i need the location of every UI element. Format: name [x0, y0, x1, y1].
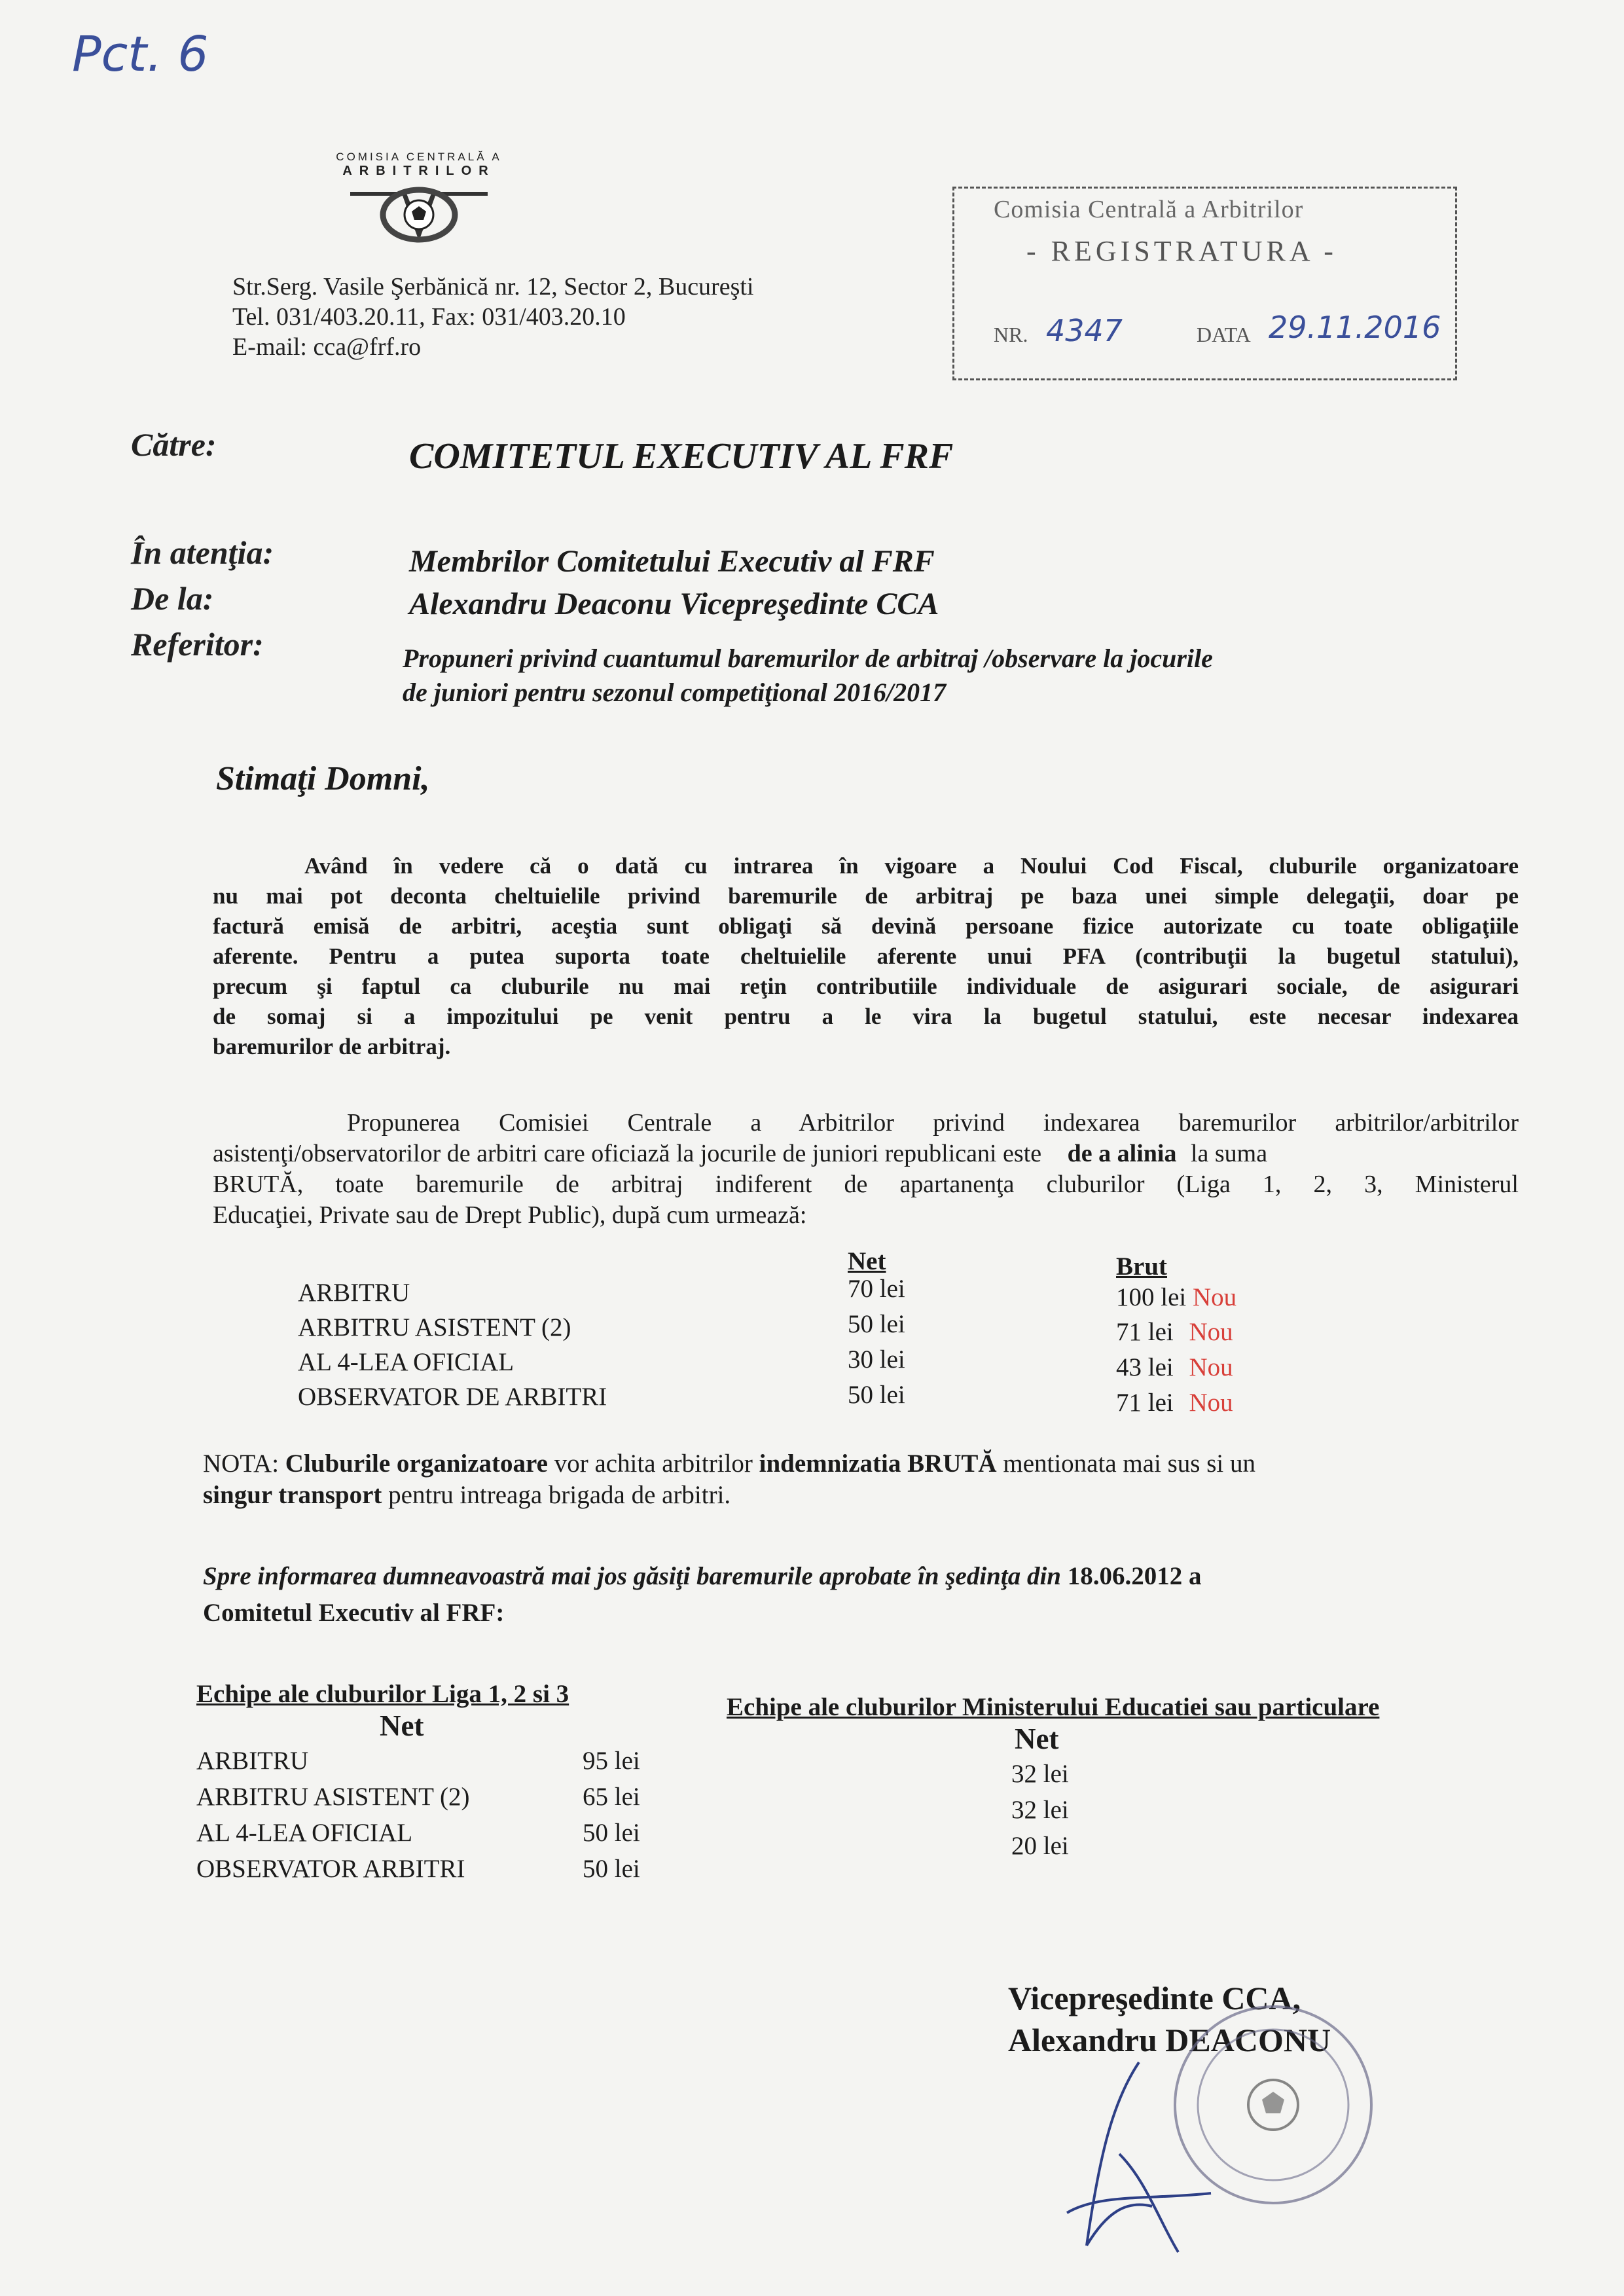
stamp-date-value: 29.11.2016 [1269, 310, 1441, 345]
attention-value: Membrilor Comitetului Executiv al FRF [409, 544, 935, 579]
signature-name: Alexandru DEACONU [1008, 2022, 1331, 2058]
row-brut [1116, 1350, 1233, 1385]
nota-text-1: vor achita arbitrilor [547, 1449, 759, 1478]
row-net: 50 lei [848, 1310, 905, 1338]
nota-bold-2: indemnizatia BRUTĂ [759, 1449, 997, 1478]
proposal-table [298, 1244, 1345, 1427]
row-role: AL 4-LEA OFICIAL [196, 1819, 413, 1847]
p1-line-3: factură emisă de arbitri, aceştia sunt obligaţi să devină persoane fizice autorizate cu toate obligaţiile [213, 913, 1519, 939]
row-value: 95 lei [583, 1747, 640, 1775]
signature-title: Vicepreşedinte CCA, [1008, 1980, 1301, 2016]
p1-line-7: baremurilor de arbitraj. [213, 1034, 451, 1059]
left-title: Echipe ale cluburilor Liga 1, 2 si 3 [196, 1680, 569, 1708]
brut-value: 43 lei [1116, 1353, 1174, 1381]
ref-text [403, 642, 1213, 710]
p2-line-1: Propunerea Comisiei Centrale a Arbitrilor privind indexarea baremurilor arbitrilor/arbitrilor [347, 1109, 1519, 1137]
row-role: ARBITRU ASISTENT (2) [196, 1783, 470, 1811]
brut-value: 71 lei [1116, 1318, 1174, 1346]
handwritten-signature-icon [1047, 2049, 1244, 2265]
p2-line-4: Educaţiei, Private sau de Drept Public), după cum urmează: [213, 1201, 807, 1229]
ref-line-1: Propuneri privind cuantumul baremurilor de arbitraj /observare la jocurile [403, 644, 1213, 673]
from-label: De la: [131, 580, 214, 617]
table-row [196, 1779, 655, 1815]
nota-bold-1: Cluburile organizatoare [285, 1449, 548, 1478]
greeting: Stimaţi Domni, [216, 760, 430, 797]
table-row [298, 1379, 607, 1414]
col-brut-header: Brut [1116, 1252, 1167, 1281]
row-net: 50 lei [848, 1381, 905, 1409]
row-role: OBSERVATOR ARBITRI [196, 1855, 465, 1883]
row-brut [1116, 1280, 1236, 1315]
row-brut [1116, 1385, 1233, 1420]
row-role: OBSERVATOR DE ARBITRI [298, 1383, 607, 1411]
ref-line-2: de juniori pentru sezonul competiţional 2016/2017 [403, 678, 947, 707]
address-phone: Tel. 031/403.20.11, Fax: 031/403.20.10 [232, 303, 626, 331]
brut-value: 100 lei [1116, 1283, 1187, 1311]
info-committee: Comitetul Executiv al FRF: [203, 1599, 505, 1627]
p1-line-1: Având în vedere că o dată cu intrarea în vigoare a Noului Cod Fiscal, cluburile organizatoare [304, 853, 1519, 879]
row-value: 50 lei [583, 1819, 640, 1847]
nota-label: NOTA: [203, 1449, 285, 1478]
right-value: 32 lei [1011, 1796, 1069, 1824]
stamp-title: - REGISTRATURA - [1026, 235, 1337, 267]
right-value: 32 lei [1011, 1760, 1069, 1788]
p2-line-3: BRUTĂ, toate baremurile de arbitraj indiferent de apartanenţa cluburilor (Liga 1, 2, 3, Ministerul [213, 1171, 1519, 1198]
from-value: Alexandru Deaconu Vicepreşedinte CCA [409, 587, 939, 621]
registration-stamp [952, 187, 1457, 380]
logo-bottom-text: ARBITRILOR [342, 164, 496, 178]
stamp-nr-value: 4347 [1046, 313, 1123, 348]
paragraph-1 [213, 851, 1519, 1062]
nou-tag: Nou [1189, 1389, 1233, 1417]
stamp-nr-label: NR. [994, 323, 1028, 346]
row-net: 70 lei [848, 1275, 905, 1303]
table-row [298, 1310, 571, 1345]
attention-label: În atenţia: [131, 534, 274, 571]
to-label: Către: [131, 426, 217, 463]
right-value: 20 lei [1011, 1832, 1069, 1860]
table-row [196, 1851, 655, 1887]
nota-text-3: pentru intreaga brigada de arbitri. [382, 1481, 731, 1509]
info-paragraph [203, 1558, 1512, 1631]
nota-paragraph [203, 1448, 1506, 1511]
row-brut [1116, 1315, 1233, 1349]
row-net: 30 lei [848, 1345, 905, 1374]
stamp-institution: Comisia Centrală a Arbitrilor [994, 196, 1304, 223]
nou-tag: Nou [1192, 1283, 1237, 1311]
table-row [298, 1275, 410, 1310]
nota-text-2: mentionata mai sus si un [996, 1449, 1255, 1478]
p2-line-2-end: la suma [1190, 1140, 1268, 1167]
row-role: ARBITRU [298, 1279, 410, 1307]
p1-line-4: aferente. Pentru a putea suporta toate cheltuielile aferente unui PFA (contribuţii la bugetul statului), [213, 943, 1519, 969]
whistle-ball-icon [347, 179, 491, 251]
p1-line-6: de somaj si a impozitului pe venit pentru a le vira la bugetul statului, este necesar indexarea [213, 1004, 1519, 1029]
p2-line-2 [213, 1139, 1519, 1169]
nou-tag: Nou [1189, 1353, 1233, 1381]
stamp-date-label: DATA [1197, 323, 1251, 346]
p1-line-5: precum şi faptul ca cluburile nu mai reţin contributiile individuale de asigurari sociale, de asigurari [213, 974, 1519, 999]
p1-line-2: nu mai pot deconta cheltuielile privind baremurile de arbitraj pe baza unei simple delegaţii, doar pe [213, 883, 1519, 909]
row-value: 65 lei [583, 1783, 640, 1811]
ref-label: Referitor: [131, 626, 264, 663]
right-values [727, 1756, 1512, 1864]
right-net-header: Net [1015, 1722, 1059, 1755]
paragraph-2 [213, 1108, 1519, 1231]
old-baremes-right [727, 1692, 1512, 1864]
logo-top-text: COMISIA CENTRALĂ A [336, 151, 502, 163]
row-value: 50 lei [583, 1855, 640, 1883]
row-role: AL 4-LEA OFICIAL [298, 1348, 514, 1376]
row-role: ARBITRU [196, 1747, 309, 1775]
brut-value: 71 lei [1116, 1389, 1174, 1417]
info-date: 18.06.2012 a [1067, 1562, 1202, 1590]
left-net-header: Net [380, 1709, 424, 1742]
col-net-header: Net [848, 1247, 886, 1275]
p2-line-2-bold: de a alinia [1067, 1140, 1177, 1167]
left-rows [196, 1743, 655, 1887]
cca-logo [321, 151, 517, 254]
info-italic: Spre informarea dumneavoastră mai jos găsiţi baremurile aprobate în şedinţa din [203, 1562, 1068, 1590]
p2-line-2-text: asistenţi/observatorilor de arbitri care oficiază la jocurile de juniori republicani este [213, 1140, 1042, 1167]
table-row [196, 1815, 655, 1851]
row-role: ARBITRU ASISTENT (2) [298, 1313, 571, 1341]
table-row [196, 1743, 655, 1779]
address-email: E-mail: cca@frf.ro [232, 333, 422, 361]
address-block [232, 272, 753, 362]
address-street: Str.Serg. Vasile Şerbănică nr. 12, Sector 2, Bucureşti [232, 273, 754, 301]
old-baremes-left [196, 1679, 655, 1887]
nota-bold-3: singur transport [203, 1481, 382, 1509]
handwritten-note: Pct. 6 [72, 26, 209, 82]
right-title: Echipe ale cluburilor Ministerului Educatiei sau particulare [727, 1693, 1380, 1721]
to-value: COMITETUL EXECUTIV AL FRF [409, 436, 954, 477]
nou-tag: Nou [1189, 1318, 1233, 1346]
table-row [298, 1345, 514, 1379]
